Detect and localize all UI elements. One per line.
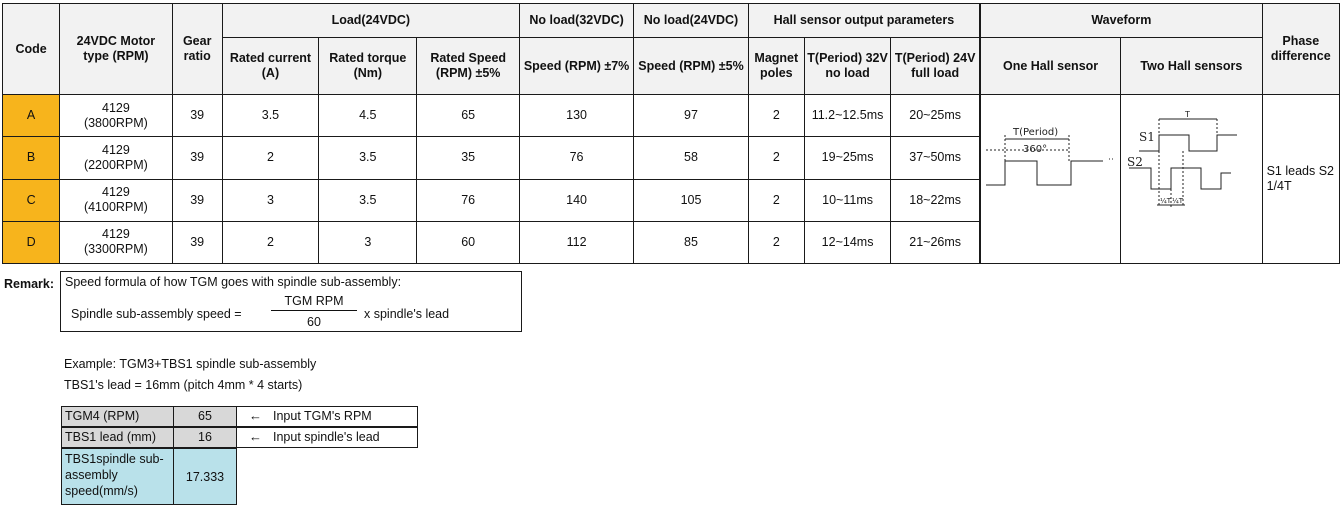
header-noload24-speed: Speed (RPM) ±5%: [634, 38, 748, 95]
header-code: Code: [3, 4, 60, 95]
motor-model: 4129: [102, 100, 130, 115]
example-line-2: TBS1's lead = 16mm (pitch 4mm * 4 starts): [64, 378, 303, 392]
row-speed-24v: 97: [634, 95, 748, 137]
row-rated-speed: 60: [417, 221, 519, 263]
phase-difference-value: S1 leads S2 1/4T: [1262, 95, 1339, 264]
header-rated-current: Rated current (A): [222, 38, 318, 95]
one-hall-waveform-diagram: [981, 95, 1121, 259]
row-speed-24v: 85: [634, 221, 748, 263]
row-current: 3: [222, 179, 318, 221]
row-torque: 4.5: [319, 95, 417, 137]
motor-rpm: (4100RPM): [83, 200, 148, 215]
header-one-hall-sensor: One Hall sensor: [980, 38, 1121, 95]
row-torque: 3.5: [319, 137, 417, 179]
s1-label: S1: [1139, 130, 1155, 144]
two-hall-waveform-cell: [1121, 95, 1263, 264]
header-rated-speed: Rated Speed (RPM) ±5%: [417, 38, 519, 95]
header-gear-ratio: Gear ratio: [172, 4, 222, 95]
row-t-period-32v: 12~14ms: [804, 221, 890, 263]
one-hall-waveform-cell: [980, 95, 1121, 264]
row-code: D: [3, 221, 60, 263]
table-row: [3, 95, 1340, 137]
motor-model: 4129: [102, 142, 130, 157]
row-speed-32v: 130: [519, 95, 633, 137]
header-motor-type: [60, 4, 172, 95]
row-code: A: [3, 95, 60, 137]
tbs1-lead-note: [236, 427, 418, 448]
row-gear: 39: [172, 137, 222, 179]
row-speed-32v: 140: [519, 179, 633, 221]
row-magnet-poles: 2: [748, 137, 804, 179]
tbs1-lead-note-text: Input spindle's lead: [273, 430, 380, 444]
formula-fraction-bar: [271, 310, 357, 311]
row-speed-24v: 58: [634, 137, 748, 179]
tgm-rpm-note: [236, 406, 418, 427]
motor-rpm: (2200RPM): [83, 157, 148, 172]
row-t-period-32v: 19~25ms: [804, 137, 890, 179]
header-phase-difference: Phase difference: [1262, 4, 1339, 95]
row-gear: 39: [172, 179, 222, 221]
motor-spec-table: [2, 3, 1340, 264]
speed-calculator: [61, 406, 418, 505]
speed-formula-box: [60, 271, 522, 332]
row-torque: 3.5: [319, 179, 417, 221]
row-speed-32v: 112: [519, 221, 633, 263]
row-t-period-32v: 10~11ms: [804, 179, 890, 221]
example-line-1: Example: TGM3+TBS1 spindle sub-assembly: [64, 357, 317, 371]
row-gear: 39: [172, 221, 222, 263]
row-magnet-poles: 2: [748, 221, 804, 263]
tgm-rpm-label: TGM4 (RPM): [61, 406, 174, 427]
row-speed-24v: 105: [634, 179, 748, 221]
formula-lhs: Spindle sub-assembly speed =: [71, 307, 242, 321]
row-motor: [60, 221, 172, 263]
quarter-t-label-1: ¼T: [1160, 197, 1172, 205]
period-label: T(Period): [1013, 127, 1059, 138]
header-t-period-32v: T(Period) 32V no load: [804, 38, 890, 95]
header-noload24-group: No load(24VDC): [634, 4, 748, 38]
motor-model: 4129: [102, 227, 130, 242]
row-motor: [60, 95, 172, 137]
header-magnet-poles: Magnet poles: [748, 38, 804, 95]
row-t-period-24v: 21~26ms: [891, 221, 980, 263]
arrow-left-icon: ←: [249, 429, 262, 444]
row-current: 3.5: [222, 95, 318, 137]
tgm-rpm-input[interactable]: 65: [173, 406, 237, 427]
motor-rpm: (3800RPM): [83, 115, 148, 130]
row-t-period-24v: 37~50ms: [891, 137, 980, 179]
row-magnet-poles: 2: [748, 179, 804, 221]
row-torque: 3: [319, 221, 417, 263]
header-motor-type-text: 24VDC Motor type (RPM): [76, 34, 156, 63]
header-t-period-24v: T(Period) 24V full load: [891, 38, 980, 95]
row-rated-speed: 65: [417, 95, 519, 137]
s2-label: S2: [1127, 155, 1143, 169]
tbs1-lead-input[interactable]: 16: [173, 427, 237, 448]
spindle-speed-value: 17.333: [173, 448, 237, 505]
quarter-t-label-2: ¼T: [1172, 197, 1184, 205]
arrow-left-icon: ←: [249, 408, 262, 423]
row-code: B: [3, 137, 60, 179]
row-speed-32v: 76: [519, 137, 633, 179]
two-hall-waveform-diagram: [1121, 95, 1262, 259]
row-rated-speed: 35: [417, 137, 519, 179]
tbs1-lead-label: TBS1 lead (mm): [61, 427, 174, 448]
row-t-period-24v: 18~22ms: [891, 179, 980, 221]
tgm-rpm-note-text: Input TGM's RPM: [273, 409, 372, 423]
row-current: 2: [222, 137, 318, 179]
row-gear: 39: [172, 95, 222, 137]
header-hall-group: Hall sensor output parameters: [748, 4, 980, 38]
header-noload32-group: No load(32VDC): [519, 4, 633, 38]
row-t-period-24v: 20~25ms: [891, 95, 980, 137]
row-current: 2: [222, 221, 318, 263]
motor-rpm: (3300RPM): [83, 242, 148, 257]
angle-label: 360°: [1023, 144, 1048, 155]
header-noload32-speed: Speed (RPM) ±7%: [519, 38, 633, 95]
t-label: T: [1185, 110, 1190, 119]
row-magnet-poles: 2: [748, 95, 804, 137]
remark-label: Remark:: [4, 277, 55, 291]
header-two-hall-sensors: Two Hall sensors: [1121, 38, 1263, 95]
formula-denominator: 60: [307, 315, 321, 329]
formula-title: Speed formula of how TGM goes with spindle sub-assembly:: [65, 275, 402, 289]
row-motor: [60, 137, 172, 179]
formula-numerator: TGM RPM: [284, 294, 344, 308]
row-rated-speed: 76: [417, 179, 519, 221]
header-load-group: Load(24VDC): [222, 4, 519, 38]
row-motor: [60, 179, 172, 221]
motor-model: 4129: [102, 185, 130, 200]
spindle-speed-label: TBS1spindle sub-assembly speed(mm/s): [61, 448, 174, 505]
row-code: C: [3, 179, 60, 221]
header-waveform-group: Waveform: [980, 4, 1262, 38]
formula-rhs: x spindle's lead: [364, 307, 450, 321]
row-t-period-32v: 11.2~12.5ms: [804, 95, 890, 137]
header-rated-torque: Rated torque (Nm): [319, 38, 417, 95]
